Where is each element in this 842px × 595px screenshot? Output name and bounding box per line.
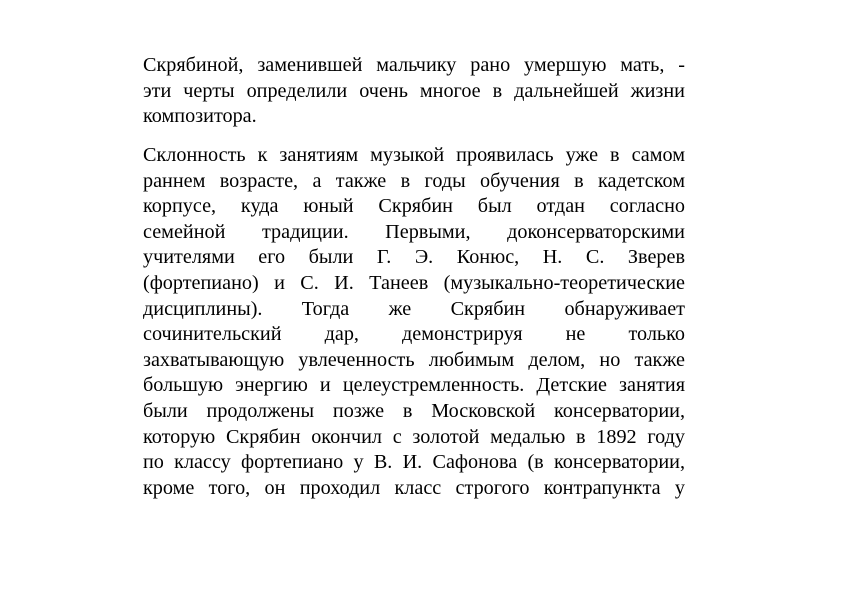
paragraph-1 — [143, 53, 685, 130]
text-line: Скрябиной, заменившей мальчику рано умершую мать, - — [143, 54, 685, 76]
text-line: кроме того, он проходил класс строгого контрапункта у — [143, 476, 685, 499]
text-line: сочинительский дар, демонстрируя не только — [143, 323, 685, 346]
text-line: раннем возрасте, а также в годы обучения в кадетском — [143, 169, 685, 192]
text-line: эти черты определили очень многое в дальнейшей жизни — [143, 79, 685, 102]
text-line: захватывающую увлеченность любимым делом, но также — [143, 348, 685, 371]
text-line: большую энергию и целеустремленность. Детские занятия — [143, 374, 685, 397]
paragraph-2 — [143, 143, 685, 501]
text-line: по классу фортепиано у В. И. Сафонова (в консерватории, — [143, 451, 685, 474]
text-line: Склонность к занятиям музыкой проявилась уже в самом — [143, 144, 685, 166]
text-line: дисциплины). Тогда же Скрябин обнаруживает — [143, 297, 685, 320]
text-line: композитора. — [143, 105, 257, 128]
text-line: семейной традиции. Первыми, доконсерваторскими — [143, 220, 685, 243]
text-line: корпусе, куда юный Скрябин был отдан согласно — [143, 195, 685, 218]
text-line: (фортепиано) и С. И. Танеев (музыкально-теоретические — [143, 271, 685, 294]
text-line: которую Скрябин окончил с золотой медалью в 1892 году — [143, 425, 685, 448]
text-line: были продолжены позже в Московской консерватории, — [143, 399, 685, 422]
text-line: учителями его были Г. Э. Конюс, Н. С. Зверев — [143, 246, 685, 269]
